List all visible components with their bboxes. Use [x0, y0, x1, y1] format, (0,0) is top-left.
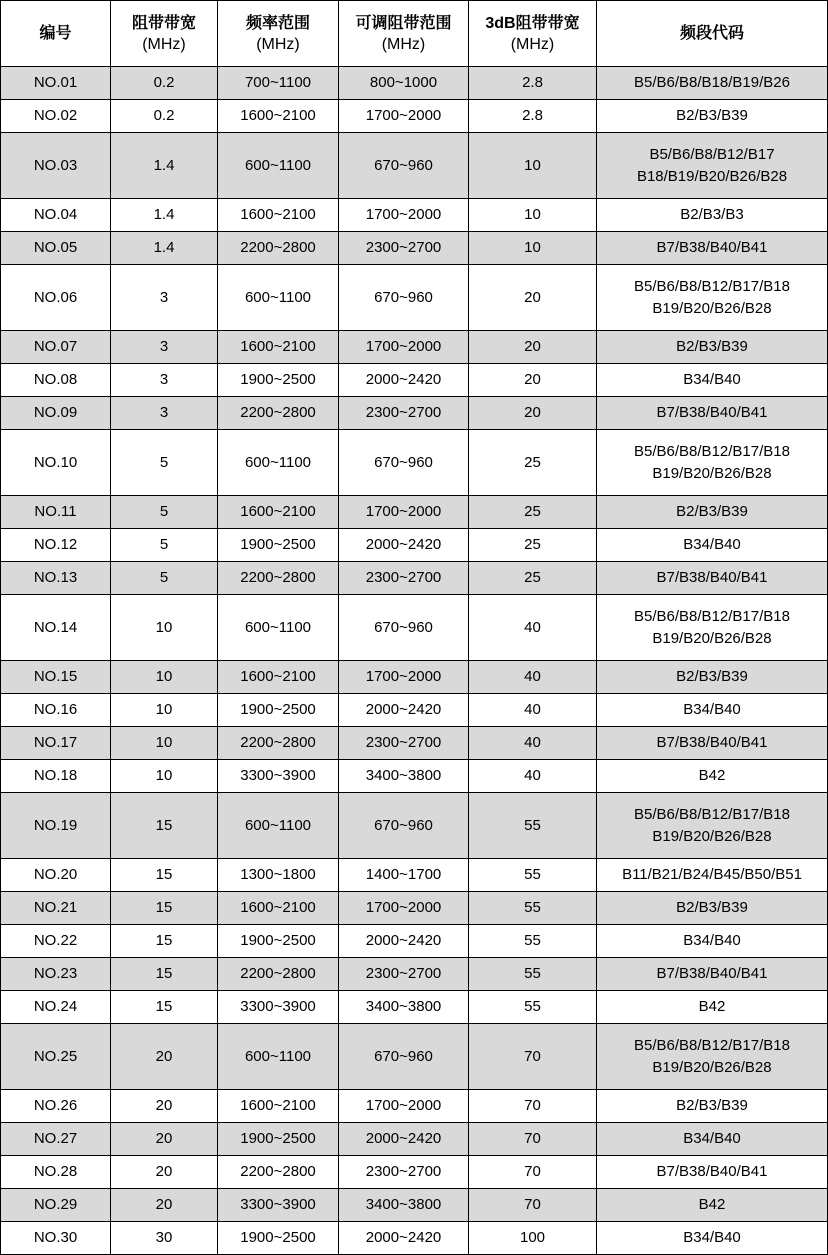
cell-stopband-bandwidth: 15 [111, 793, 218, 859]
cell-band-code [597, 496, 828, 529]
cell-stopband-bandwidth: 3 [111, 364, 218, 397]
cell-frequency-range: 3300~3900 [218, 1189, 339, 1222]
band-code-line: B42 [698, 1196, 726, 1213]
cell-id: NO.02 [1, 100, 111, 133]
band-code-line: B42 [698, 767, 726, 784]
table-row [1, 100, 828, 133]
cell-band-code [597, 265, 828, 331]
cell-frequency-range: 700~1100 [218, 67, 339, 100]
cell-band-code [597, 1024, 828, 1090]
cell-tunable-range: 2000~2420 [339, 529, 469, 562]
cell-stopband-bandwidth: 3 [111, 397, 218, 430]
cell-3db-bandwidth: 40 [469, 694, 597, 727]
band-code-line: B7/B38/B40/B41 [656, 239, 768, 256]
cell-band-code [597, 1090, 828, 1123]
cell-stopband-bandwidth: 0.2 [111, 67, 218, 100]
header-frequency-range-unit: (MHz) [256, 35, 300, 53]
header-id-title: 编号 [39, 25, 72, 42]
header-frequency-range [218, 1, 339, 67]
cell-id: NO.12 [1, 529, 111, 562]
cell-band-code [597, 958, 828, 991]
cell-frequency-range: 1900~2500 [218, 1222, 339, 1255]
table-row [1, 760, 828, 793]
cell-tunable-range: 2300~2700 [339, 1156, 469, 1189]
band-code-line: B2/B3/B39 [676, 503, 748, 520]
cell-stopband-bandwidth: 20 [111, 1024, 218, 1090]
cell-3db-bandwidth: 70 [469, 1024, 597, 1090]
cell-stopband-bandwidth: 15 [111, 925, 218, 958]
cell-frequency-range: 1600~2100 [218, 331, 339, 364]
cell-frequency-range: 1900~2500 [218, 529, 339, 562]
cell-tunable-range: 2300~2700 [339, 958, 469, 991]
cell-frequency-range: 1900~2500 [218, 364, 339, 397]
cell-stopband-bandwidth: 3 [111, 331, 218, 364]
cell-stopband-bandwidth: 20 [111, 1123, 218, 1156]
cell-3db-bandwidth: 2.8 [469, 100, 597, 133]
band-code-line: B2/B3/B3 [680, 206, 744, 223]
cell-frequency-range: 1900~2500 [218, 694, 339, 727]
cell-id: NO.13 [1, 562, 111, 595]
header-3db-bandwidth [469, 1, 597, 67]
cell-tunable-range: 2000~2420 [339, 694, 469, 727]
cell-band-code [597, 1156, 828, 1189]
cell-band-code [597, 859, 828, 892]
cell-frequency-range: 1900~2500 [218, 1123, 339, 1156]
band-code-line: B5/B6/B8/B12/B17/B18 [634, 1036, 790, 1054]
cell-id: NO.17 [1, 727, 111, 760]
header-stopband-bandwidth [111, 1, 218, 67]
cell-id: NO.07 [1, 331, 111, 364]
band-code-line: B2/B3/B39 [676, 338, 748, 355]
cell-stopband-bandwidth: 20 [111, 1090, 218, 1123]
cell-tunable-range: 2300~2700 [339, 232, 469, 265]
cell-tunable-range: 2000~2420 [339, 925, 469, 958]
cell-3db-bandwidth: 10 [469, 133, 597, 199]
cell-tunable-range: 670~960 [339, 1024, 469, 1090]
cell-3db-bandwidth: 70 [469, 1123, 597, 1156]
cell-id: NO.20 [1, 859, 111, 892]
cell-3db-bandwidth: 55 [469, 859, 597, 892]
cell-id: NO.24 [1, 991, 111, 1024]
cell-stopband-bandwidth: 5 [111, 562, 218, 595]
cell-tunable-range: 670~960 [339, 133, 469, 199]
cell-id: NO.05 [1, 232, 111, 265]
cell-band-code [597, 100, 828, 133]
cell-id: NO.16 [1, 694, 111, 727]
cell-band-code [597, 529, 828, 562]
cell-band-code [597, 364, 828, 397]
cell-3db-bandwidth: 40 [469, 661, 597, 694]
table-row [1, 430, 828, 496]
cell-stopband-bandwidth: 0.2 [111, 100, 218, 133]
table-row [1, 892, 828, 925]
cell-3db-bandwidth: 20 [469, 331, 597, 364]
table-row [1, 727, 828, 760]
cell-tunable-range: 3400~3800 [339, 760, 469, 793]
cell-band-code [597, 1189, 828, 1222]
band-code-line: B5/B6/B8/B12/B17/B18 [634, 805, 790, 823]
header-tunable-range-unit: (MHz) [381, 35, 426, 53]
band-code-line: B5/B6/B8/B12/B17/B18 [634, 442, 790, 460]
cell-frequency-range: 2200~2800 [218, 1156, 339, 1189]
cell-band-code [597, 133, 828, 199]
cell-3db-bandwidth: 70 [469, 1189, 597, 1222]
table-row [1, 529, 828, 562]
cell-3db-bandwidth: 20 [469, 364, 597, 397]
cell-frequency-range: 1900~2500 [218, 925, 339, 958]
table-row [1, 1156, 828, 1189]
cell-tunable-range: 2300~2700 [339, 727, 469, 760]
cell-3db-bandwidth: 25 [469, 430, 597, 496]
table-row [1, 1222, 828, 1255]
cell-stopband-bandwidth: 15 [111, 859, 218, 892]
cell-id: NO.04 [1, 199, 111, 232]
cell-frequency-range: 1600~2100 [218, 661, 339, 694]
band-code-line: B7/B38/B40/B41 [656, 965, 768, 982]
table-row [1, 496, 828, 529]
cell-id: NO.27 [1, 1123, 111, 1156]
cell-frequency-range: 1600~2100 [218, 892, 339, 925]
cell-band-code [597, 562, 828, 595]
table-row [1, 694, 828, 727]
band-code-line: B7/B38/B40/B41 [656, 404, 768, 421]
cell-stopband-bandwidth: 1.4 [111, 133, 218, 199]
band-code-line: B34/B40 [683, 932, 741, 949]
cell-stopband-bandwidth: 1.4 [111, 199, 218, 232]
cell-3db-bandwidth: 25 [469, 496, 597, 529]
table-row [1, 595, 828, 661]
band-code-line: B2/B3/B39 [676, 899, 748, 916]
cell-3db-bandwidth: 40 [469, 595, 597, 661]
table-row [1, 265, 828, 331]
table-body [1, 67, 828, 1255]
cell-id: NO.25 [1, 1024, 111, 1090]
cell-id: NO.21 [1, 892, 111, 925]
cell-3db-bandwidth: 40 [469, 760, 597, 793]
cell-frequency-range: 600~1100 [218, 133, 339, 199]
cell-frequency-range: 1300~1800 [218, 859, 339, 892]
band-code-line: B5/B6/B8/B12/B17/B18 [634, 607, 790, 625]
cell-frequency-range: 3300~3900 [218, 760, 339, 793]
cell-band-code [597, 397, 828, 430]
table-row [1, 1090, 828, 1123]
cell-stopband-bandwidth: 10 [111, 760, 218, 793]
cell-stopband-bandwidth: 10 [111, 727, 218, 760]
band-code-line: B18/B19/B20/B26/B28 [636, 167, 788, 185]
cell-id: NO.11 [1, 496, 111, 529]
band-code-line: B7/B38/B40/B41 [656, 734, 768, 751]
table-row [1, 199, 828, 232]
cell-frequency-range: 1600~2100 [218, 496, 339, 529]
cell-stopband-bandwidth: 20 [111, 1189, 218, 1222]
cell-id: NO.14 [1, 595, 111, 661]
table-row [1, 958, 828, 991]
cell-tunable-range: 1700~2000 [339, 892, 469, 925]
header-stopband-bandwidth-title: 阻带带宽 [131, 14, 196, 32]
cell-frequency-range: 1600~2100 [218, 199, 339, 232]
cell-band-code [597, 1123, 828, 1156]
cell-frequency-range: 2200~2800 [218, 727, 339, 760]
cell-tunable-range: 800~1000 [339, 67, 469, 100]
cell-tunable-range: 2300~2700 [339, 562, 469, 595]
cell-id: NO.01 [1, 67, 111, 100]
table-row [1, 1024, 828, 1090]
cell-band-code [597, 661, 828, 694]
cell-tunable-range: 2000~2420 [339, 1123, 469, 1156]
cell-stopband-bandwidth: 10 [111, 694, 218, 727]
cell-band-code [597, 991, 828, 1024]
cell-stopband-bandwidth: 15 [111, 958, 218, 991]
cell-3db-bandwidth: 55 [469, 793, 597, 859]
cell-tunable-range: 2000~2420 [339, 1222, 469, 1255]
cell-stopband-bandwidth: 30 [111, 1222, 218, 1255]
cell-band-code [597, 595, 828, 661]
band-code-line: B34/B40 [683, 701, 741, 718]
table-row [1, 67, 828, 100]
cell-stopband-bandwidth: 5 [111, 496, 218, 529]
cell-frequency-range: 3300~3900 [218, 991, 339, 1024]
cell-band-code [597, 67, 828, 100]
cell-id: NO.28 [1, 1156, 111, 1189]
cell-id: NO.10 [1, 430, 111, 496]
cell-band-code [597, 727, 828, 760]
cell-band-code [597, 331, 828, 364]
cell-tunable-range: 1700~2000 [339, 331, 469, 364]
cell-3db-bandwidth: 55 [469, 925, 597, 958]
table-header [1, 1, 828, 67]
band-code-line: B19/B20/B26/B28 [652, 827, 772, 845]
cell-3db-bandwidth: 70 [469, 1156, 597, 1189]
cell-frequency-range: 600~1100 [218, 595, 339, 661]
header-frequency-range-title: 频率范围 [245, 14, 310, 32]
cell-id: NO.06 [1, 265, 111, 331]
cell-id: NO.19 [1, 793, 111, 859]
cell-tunable-range: 3400~3800 [339, 991, 469, 1024]
cell-band-code [597, 232, 828, 265]
cell-tunable-range: 1700~2000 [339, 496, 469, 529]
cell-id: NO.29 [1, 1189, 111, 1222]
cell-stopband-bandwidth: 1.4 [111, 232, 218, 265]
cell-id: NO.22 [1, 925, 111, 958]
header-stopband-bandwidth-unit: (MHz) [142, 35, 186, 53]
cell-id: NO.15 [1, 661, 111, 694]
cell-stopband-bandwidth: 3 [111, 265, 218, 331]
cell-frequency-range: 2200~2800 [218, 958, 339, 991]
cell-band-code [597, 892, 828, 925]
cell-3db-bandwidth: 55 [469, 991, 597, 1024]
table-row [1, 562, 828, 595]
band-code-line: B2/B3/B39 [676, 107, 748, 124]
cell-3db-bandwidth: 10 [469, 232, 597, 265]
cell-3db-bandwidth: 70 [469, 1090, 597, 1123]
band-code-line: B19/B20/B26/B28 [652, 1058, 772, 1076]
cell-frequency-range: 2200~2800 [218, 562, 339, 595]
table-row [1, 793, 828, 859]
header-tunable-range-title: 可调阻带范围 [355, 14, 452, 32]
cell-frequency-range: 2200~2800 [218, 397, 339, 430]
table-row [1, 133, 828, 199]
cell-band-code [597, 760, 828, 793]
cell-tunable-range: 2300~2700 [339, 397, 469, 430]
cell-tunable-range: 1400~1700 [339, 859, 469, 892]
band-code-line: B34/B40 [683, 536, 741, 553]
cell-frequency-range: 2200~2800 [218, 232, 339, 265]
cell-band-code [597, 430, 828, 496]
cell-3db-bandwidth: 55 [469, 892, 597, 925]
cell-frequency-range: 1600~2100 [218, 100, 339, 133]
cell-id: NO.30 [1, 1222, 111, 1255]
cell-3db-bandwidth: 25 [469, 562, 597, 595]
cell-stopband-bandwidth: 10 [111, 661, 218, 694]
cell-tunable-range: 670~960 [339, 595, 469, 661]
band-code-line: B19/B20/B26/B28 [652, 464, 772, 482]
cell-stopband-bandwidth: 10 [111, 595, 218, 661]
cell-frequency-range: 600~1100 [218, 1024, 339, 1090]
cell-band-code [597, 1222, 828, 1255]
band-code-line: B2/B3/B39 [676, 668, 748, 685]
table-row [1, 1123, 828, 1156]
band-code-line: B11/B21/B24/B45/B50/B51 [622, 866, 802, 883]
band-code-line: B34/B40 [683, 1229, 741, 1246]
cell-id: NO.09 [1, 397, 111, 430]
cell-band-code [597, 925, 828, 958]
band-code-line: B19/B20/B26/B28 [652, 629, 772, 647]
cell-frequency-range: 600~1100 [218, 430, 339, 496]
band-code-line: B34/B40 [683, 371, 741, 388]
header-3db-bandwidth-unit: (MHz) [510, 35, 555, 53]
cell-stopband-bandwidth: 15 [111, 892, 218, 925]
cell-id: NO.26 [1, 1090, 111, 1123]
cell-3db-bandwidth: 100 [469, 1222, 597, 1255]
cell-stopband-bandwidth: 20 [111, 1156, 218, 1189]
cell-3db-bandwidth: 10 [469, 199, 597, 232]
cell-3db-bandwidth: 20 [469, 265, 597, 331]
table-row [1, 859, 828, 892]
cell-3db-bandwidth: 40 [469, 727, 597, 760]
band-code-line: B7/B38/B40/B41 [656, 569, 768, 586]
cell-id: NO.18 [1, 760, 111, 793]
band-code-line: B42 [698, 998, 726, 1015]
cell-3db-bandwidth: 55 [469, 958, 597, 991]
cell-frequency-range: 600~1100 [218, 793, 339, 859]
cell-stopband-bandwidth: 15 [111, 991, 218, 1024]
table-row [1, 232, 828, 265]
band-code-line: B5/B6/B8/B12/B17 [649, 145, 775, 163]
band-code-line: B2/B3/B39 [676, 1097, 748, 1114]
band-code-line: B19/B20/B26/B28 [652, 299, 772, 317]
band-code-line: B34/B40 [683, 1130, 741, 1147]
cell-tunable-range: 1700~2000 [339, 661, 469, 694]
table-row [1, 1189, 828, 1222]
cell-tunable-range: 670~960 [339, 265, 469, 331]
cell-band-code [597, 694, 828, 727]
band-code-line: B5/B6/B8/B12/B17/B18 [634, 277, 790, 295]
cell-frequency-range: 1600~2100 [218, 1090, 339, 1123]
cell-tunable-range: 670~960 [339, 793, 469, 859]
cell-tunable-range: 1700~2000 [339, 100, 469, 133]
band-code-line: B5/B6/B8/B18/B19/B26 [634, 74, 790, 91]
cell-id: NO.08 [1, 364, 111, 397]
table-row [1, 397, 828, 430]
cell-frequency-range: 600~1100 [218, 265, 339, 331]
cell-3db-bandwidth: 20 [469, 397, 597, 430]
table-row [1, 925, 828, 958]
cell-tunable-range: 1700~2000 [339, 199, 469, 232]
header-id [1, 1, 111, 67]
cell-3db-bandwidth: 25 [469, 529, 597, 562]
cell-band-code [597, 793, 828, 859]
table-row [1, 991, 828, 1024]
band-code-line: B7/B38/B40/B41 [656, 1163, 768, 1180]
cell-stopband-bandwidth: 5 [111, 430, 218, 496]
header-band-code-title: 频段代码 [679, 25, 744, 42]
cell-3db-bandwidth: 2.8 [469, 67, 597, 100]
header-tunable-range [339, 1, 469, 67]
cell-band-code [597, 199, 828, 232]
cell-stopband-bandwidth: 5 [111, 529, 218, 562]
cell-id: NO.23 [1, 958, 111, 991]
cell-tunable-range: 2000~2420 [339, 364, 469, 397]
table-row [1, 331, 828, 364]
cell-id: NO.03 [1, 133, 111, 199]
header-row [1, 1, 828, 67]
header-band-code [597, 1, 828, 67]
cell-tunable-range: 3400~3800 [339, 1189, 469, 1222]
header-3db-bandwidth-title: 3dB阻带带宽 [485, 14, 580, 32]
table-row [1, 364, 828, 397]
cell-tunable-range: 670~960 [339, 430, 469, 496]
table-row [1, 661, 828, 694]
cell-tunable-range: 1700~2000 [339, 1090, 469, 1123]
